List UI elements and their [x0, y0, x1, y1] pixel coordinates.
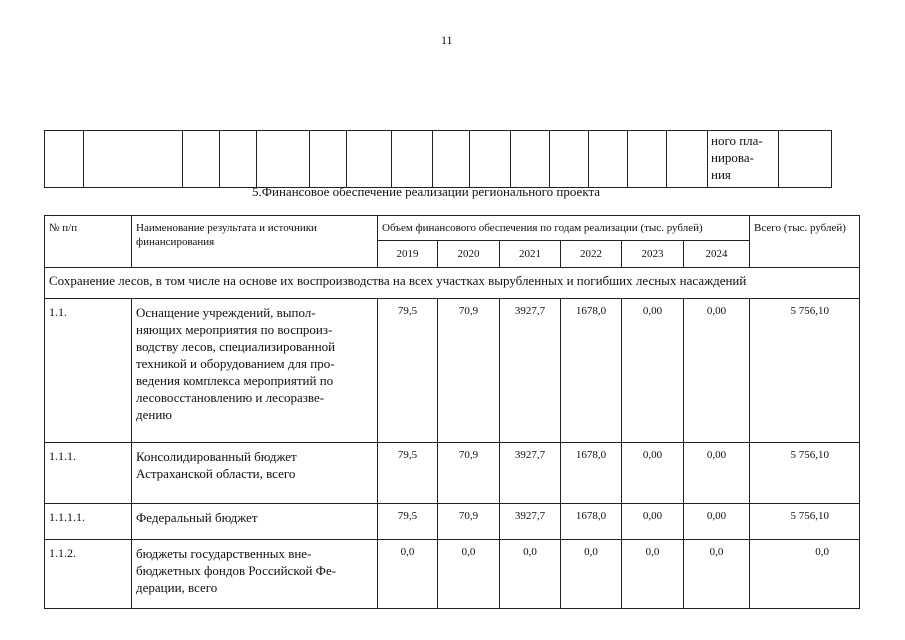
row-name-line: лесовосстановлению и лесоразве-	[136, 390, 325, 405]
value-cell: 79,5	[378, 299, 438, 443]
value-cell: 0,00	[622, 299, 684, 443]
total-cell: 5 756,10	[750, 443, 860, 504]
table-row	[45, 443, 860, 504]
value-cell: 3927,7	[500, 299, 561, 443]
value-cell: 1678,0	[561, 504, 622, 540]
value-cell: 79,5	[378, 443, 438, 504]
cell-text-line: ного пла-	[711, 133, 763, 148]
planning-cell	[708, 131, 779, 188]
cell-text-line: ния	[711, 167, 731, 182]
table-row	[45, 504, 860, 540]
page-number: 11	[441, 33, 453, 47]
total-cell: 5 756,10	[750, 299, 860, 443]
value-cell: 0,00	[684, 443, 750, 504]
row-name-line: бюджетных фондов Российской Фе-	[136, 563, 337, 578]
previous-table-tail	[44, 130, 832, 188]
row-name	[132, 443, 378, 504]
table-cell	[433, 131, 470, 188]
value-cell: 0,00	[684, 504, 750, 540]
value-cell: 1678,0	[561, 443, 622, 504]
table-cell	[511, 131, 550, 188]
table-cell	[347, 131, 392, 188]
table-header-row	[45, 216, 860, 241]
row-num: 1.1.1.	[45, 443, 132, 504]
row-name-line: техникой и оборудованием для про-	[136, 356, 335, 371]
header-total: Всего (тыс. рублей)	[750, 216, 860, 268]
row-name-line: Консолидированный бюджет	[136, 449, 297, 464]
header-year: 2022	[561, 241, 622, 268]
table-cell	[45, 131, 84, 188]
table-cell	[84, 131, 183, 188]
row-name-line: няющих мероприятия по воспроиз-	[136, 322, 333, 337]
value-cell: 0,00	[622, 504, 684, 540]
row-name-line: ведения комплекса мероприятий по	[136, 373, 334, 388]
table-cell	[392, 131, 433, 188]
row-name	[132, 299, 378, 443]
table-cell	[220, 131, 257, 188]
total-cell: 0,0	[750, 540, 860, 609]
row-num: 1.1.1.1.	[45, 504, 132, 540]
table-cell	[257, 131, 310, 188]
header-num: № п/п	[45, 216, 132, 268]
header-year: 2024	[684, 241, 750, 268]
row-name-line: бюджеты государственных вне-	[136, 546, 312, 561]
header-year: 2019	[378, 241, 438, 268]
table-cell	[779, 131, 832, 188]
previous-table-row	[45, 131, 832, 188]
row-num: 1.1.	[45, 299, 132, 443]
value-cell: 0,00	[684, 299, 750, 443]
table-row	[45, 299, 860, 443]
row-name-line: Оснащение учреждений, выпол-	[136, 305, 316, 320]
section-title: 5.Финансовое обеспечение реализации регионального проекта	[252, 184, 601, 199]
value-cell: 0,0	[622, 540, 684, 609]
row-num: 1.1.2.	[45, 540, 132, 609]
goal-text: Сохранение лесов, в том числе на основе их воспроизводства на всех участках вырубленных и погибших лесных насаждений	[45, 268, 860, 299]
value-cell: 70,9	[438, 443, 500, 504]
value-cell: 79,5	[378, 504, 438, 540]
value-cell: 3927,7	[500, 504, 561, 540]
row-name	[132, 504, 378, 540]
value-cell: 70,9	[438, 504, 500, 540]
row-name-line: Астраханской области, всего	[136, 466, 296, 481]
value-cell: 0,0	[500, 540, 561, 609]
table-cell	[470, 131, 511, 188]
row-name-line: дению	[136, 407, 173, 422]
row-name-line: водству лесов, специализированной	[136, 339, 336, 354]
header-year: 2021	[500, 241, 561, 268]
table-cell	[183, 131, 220, 188]
value-cell: 0,00	[622, 443, 684, 504]
table-cell	[310, 131, 347, 188]
header-year: 2023	[622, 241, 684, 268]
table-cell	[589, 131, 628, 188]
value-cell: 0,0	[378, 540, 438, 609]
goal-row	[45, 268, 860, 299]
value-cell: 70,9	[438, 299, 500, 443]
row-name-line: дерации, всего	[136, 580, 218, 595]
table-cell	[667, 131, 708, 188]
cell-text-line: нирова-	[711, 150, 754, 165]
table-cell	[628, 131, 667, 188]
header-name: Наименование результата и источники финансирования	[132, 216, 378, 268]
row-name-line: Федеральный бюджет	[136, 510, 258, 525]
table-row	[45, 540, 860, 609]
value-cell: 3927,7	[500, 443, 561, 504]
value-cell: 0,0	[438, 540, 500, 609]
row-name	[132, 540, 378, 609]
value-cell: 0,0	[684, 540, 750, 609]
value-cell: 1678,0	[561, 299, 622, 443]
financing-table	[44, 215, 860, 609]
header-volume: Объем финансового обеспечения по годам реализации (тыс. рублей)	[378, 216, 750, 241]
header-year: 2020	[438, 241, 500, 268]
table-cell	[550, 131, 589, 188]
value-cell: 0,0	[561, 540, 622, 609]
total-cell: 5 756,10	[750, 504, 860, 540]
